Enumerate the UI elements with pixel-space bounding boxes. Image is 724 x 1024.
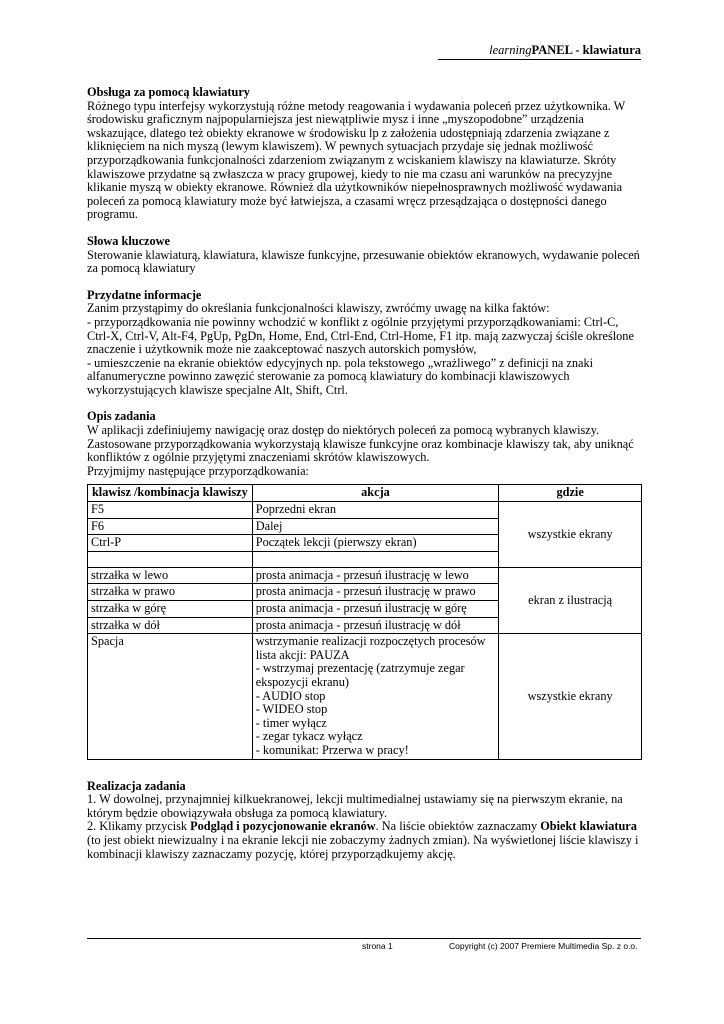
section-line: - przyporządkowania nie powinny wchodzić w konflikt z ogólnie przyjętymi przyporządkowaniami: Ctrl-C, Ctrl-X, Ctrl-V, Alt-F4, PgUp, PgDn, Home, End, Ctrl-End, Ctrl-Home, F1 itp. mają zazwyczaj ściśle określone znaczenie i użytkownik może nie zaakceptować naszych autorskich pomysłów, bbox=[87, 314, 634, 357]
action-line: - timer wyłącz bbox=[255, 715, 327, 730]
action-line: - komunikat: Przerwa w pracy! bbox=[255, 742, 409, 757]
action-line: - zegar tykacz wyłącz bbox=[255, 729, 363, 744]
section-slowa-kluczowe bbox=[87, 235, 643, 276]
step-text: 2. Klikamy przycisk bbox=[87, 819, 191, 834]
brand-italic: learning bbox=[489, 43, 532, 57]
button-reference: Podgląd i pozycjonowanie ekranów bbox=[190, 819, 376, 834]
step-2 bbox=[87, 820, 643, 861]
key-mapping-table bbox=[87, 484, 642, 759]
step-1: 1. W dowolnej, przynajmniej kilkuekranowej, lekcji multimedialnej ustawiamy się na pierwszym ekranie, na którym będzie obowiązywała obsługa za pomocą klawiatury. bbox=[87, 792, 623, 820]
column-header: klawisz /kombinacja klawiszy bbox=[88, 485, 253, 502]
section-przydatne-informacje bbox=[87, 289, 643, 398]
action-cell bbox=[252, 634, 499, 759]
step-text: (to jest obiekt niewizualny i na ekranie lekcji nie zobaczymy żadnych zmian). Na wyświetlonej liście klawiszy i kombinacji klawiszy zaznaczamy pozycję, której przyporządkujemy akcję. bbox=[87, 832, 639, 861]
document-body bbox=[87, 86, 643, 874]
action-cell: prosta animacja - przesuń ilustrację w prawo bbox=[252, 584, 499, 601]
empty-cell bbox=[88, 551, 253, 567]
section-line: W aplikacji zdefiniujemy nawigację oraz dostęp do niektórych poleceń za pomocą wybranych klawiszy. Zastosowane przyporządkowania wykorzystają klawisze funkcyjne oraz kombinacje klawiszy tak, aby uniknąć konfliktów z ogólnie przyjętymi znaczeniami skrótów klawiszowych. bbox=[87, 423, 634, 465]
table-row bbox=[88, 502, 642, 519]
section-title: Realizacja zadania bbox=[87, 778, 186, 793]
action-cell: prosta animacja - przesuń ilustrację w dół bbox=[252, 617, 499, 634]
section-opis-zadania bbox=[87, 410, 643, 478]
table-header-row bbox=[88, 485, 642, 502]
section-line: Przyjmijmy następujące przyporządkowania: bbox=[87, 463, 309, 478]
section-line: - umieszczenie na ekranie obiektów edycyjnych np. pola tekstowego „wrażliwego” z definicji na znaki alfanumeryczne powinno zawęzić sterowanie za pomocą klawiatury do kombinacji klawiszowych wykorzystujących klawisze specjalne Alt, Shift, Ctrl. bbox=[87, 355, 594, 397]
section-realizacja bbox=[87, 780, 643, 862]
table-row bbox=[88, 634, 642, 759]
where-cell: ekran z ilustracją bbox=[499, 567, 642, 633]
action-cell: Początek lekcji (pierwszy ekran) bbox=[252, 535, 499, 552]
column-header: akcja bbox=[252, 485, 499, 502]
action-line: - wstrzymaj prezentację (zatrzymuje zegar ekspozycji ekranu) bbox=[255, 661, 465, 689]
action-line: lista akcji: PAUZA bbox=[255, 647, 350, 662]
footer-divider bbox=[87, 938, 641, 939]
action-cell: Poprzedni ekran bbox=[252, 502, 499, 519]
action-line: - WIDEO stop bbox=[255, 702, 328, 717]
section-obsluga bbox=[87, 86, 643, 222]
page-header bbox=[438, 43, 641, 58]
brand-rest: PANEL - klawiatura bbox=[531, 43, 641, 57]
page-number: strona 1 bbox=[362, 941, 393, 951]
action-cell: prosta animacja - przesuń ilustrację w górę bbox=[252, 601, 499, 618]
key-cell: strzałka w lewo bbox=[88, 567, 253, 584]
key-cell: strzałka w prawo bbox=[88, 584, 253, 601]
section-line: Zanim przystąpimy do określania funkcjonalności klawiszy, zwróćmy uwagę na kilka faktów: bbox=[87, 301, 550, 316]
empty-cell bbox=[252, 551, 499, 567]
table-row bbox=[88, 567, 642, 584]
step-text: . Na liście obiektów zaznaczamy bbox=[375, 819, 541, 834]
where-cell: wszystkie ekrany bbox=[499, 502, 642, 568]
action-cell: Dalej bbox=[252, 518, 499, 535]
key-cell: strzałka w dół bbox=[88, 617, 253, 634]
header-divider bbox=[438, 59, 641, 60]
section-body: Sterowanie klawiaturą, klawiatura, klawisze funkcyjne, przesuwanie obiektów ekranowych, wydawanie poleceń za pomocą klawiatury bbox=[87, 247, 640, 276]
section-body: Różnego typu interfejsy wykorzystują różne metody reagowania i wydawania poleceń przez użytkownika. W środowisku graficznym najpopularniejsza jest niewątpliwie mysz i inne „myszopodobne” urządzenia wskazujące, dlatego też obiekty ekranowe w środowisku lp z założenia udostępniają zdarzenia związane z kliknięciem na nich myszą (lewym klawiszem). W pewnych sytuacjach przydaje się jednak możliwość przyporządkowania funkcjonalności zdarzeniom związanym z wciskaniem klawiszy na klawiaturze. Skróty klawiszowe przydatne są zwłaszcza w pracy grupowej, kiedy to nie ma czasu ani warunków na precyzyjne klikanie myszą w obiekty ekranowe. Również dla użytkowników niepełnosprawnych możliwość wydawania poleceń za pomocą klawiatury może być łatwiejsza, a czasami wręcz przesądzająca o dostępności danego programu. bbox=[87, 98, 626, 222]
copyright: Copyright (c) 2007 Premiere Multimedia Sp. z o.o. bbox=[449, 941, 638, 951]
section-title: Obsługa za pomocą klawiatury bbox=[87, 85, 250, 99]
action-line: wstrzymanie realizacji rozpoczętych procesów bbox=[255, 634, 486, 649]
key-cell: F5 bbox=[88, 502, 253, 519]
section-title: Słowa kluczowe bbox=[87, 233, 171, 248]
section-title: Przydatne informacje bbox=[87, 287, 202, 302]
object-reference: Obiekt klawiatura bbox=[540, 819, 637, 834]
action-line: - AUDIO stop bbox=[255, 688, 326, 703]
key-cell: Ctrl-P bbox=[88, 535, 253, 552]
key-cell: Spacja bbox=[88, 634, 253, 759]
key-cell: F6 bbox=[88, 518, 253, 535]
action-cell: prosta animacja - przesuń ilustrację w lewo bbox=[252, 567, 499, 584]
where-cell: wszystkie ekrany bbox=[499, 634, 642, 759]
key-cell: strzałka w górę bbox=[88, 601, 253, 618]
section-title: Opis zadania bbox=[87, 409, 156, 424]
column-header: gdzie bbox=[499, 485, 642, 502]
